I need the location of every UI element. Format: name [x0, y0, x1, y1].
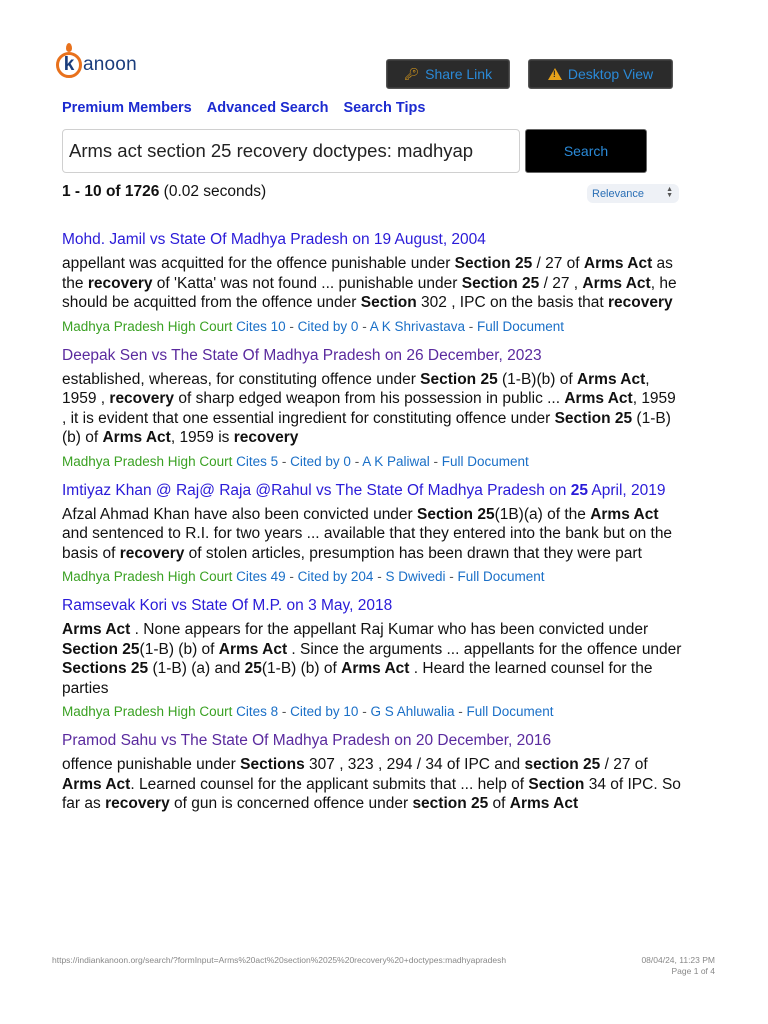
footer-date-page: [641, 955, 715, 977]
cited-by-link[interactable]: Cited by 10: [290, 704, 359, 719]
key-icon: 🔑︎: [403, 67, 420, 81]
result-meta: [62, 568, 682, 586]
result-range: 1 - 10 of 1726: [62, 183, 160, 200]
meta-separator: -: [358, 318, 370, 334]
nav-premium-members[interactable]: Premium Members: [62, 100, 192, 116]
result-title-link[interactable]: Mohd. Jamil vs State Of Madhya Pradesh on 19 August, 2004: [62, 231, 486, 248]
meta-separator: -: [278, 704, 291, 719]
logo-text: anoon: [83, 54, 137, 75]
desktop-view-label: Desktop View: [567, 66, 654, 82]
author-link[interactable]: A K Shrivastava: [369, 318, 466, 334]
meta-separator: -: [445, 569, 458, 584]
logo-mark: [56, 52, 82, 78]
meta-separator: -: [373, 569, 386, 584]
result-meta: [62, 318, 682, 336]
result-item: [62, 230, 682, 336]
author-link[interactable]: S Dwivedi: [385, 569, 446, 584]
result-meta: [62, 453, 682, 471]
result-item: [62, 346, 682, 471]
search-button[interactable]: Search: [525, 129, 647, 173]
result-snippet: established, whereas, for constituting offence under Section 25 (1-B)(b) of Arms Act, 1959 , recovery of sharp edged weapon from his possession in public ... Arms Act, 1959 , it is evident that one essential ingredient for constituting offence under Section 25 (1-B)(b) of Arms Act, 1959 is recovery: [62, 370, 676, 446]
meta-separator: -: [285, 318, 298, 334]
result-title-link[interactable]: Deepak Sen vs The State Of Madhya Pradesh on 26 December, 2023: [62, 346, 542, 364]
result-snippet: Afzal Ahmad Khan have also been convicted under Section 25(1B)(a) of the Arms Act and sentenced to R.I. for two years ... available that they entered into the bank but on the basis of recovery of stolen articles, presumption has been drawn that they were part: [62, 505, 673, 562]
share-link-label: Share Link: [425, 66, 493, 82]
warning-icon: [548, 68, 562, 80]
cites-link[interactable]: Cites 8: [236, 704, 279, 719]
result-title-link[interactable]: Pramod Sahu vs The State Of Madhya Pradesh on 20 December, 2016: [62, 732, 552, 749]
top-nav: [62, 100, 425, 116]
desktop-view-button[interactable]: [528, 59, 673, 89]
logo-letter: k: [63, 54, 75, 75]
search-time: (0.02 seconds): [163, 183, 267, 200]
kanoon-logo[interactable]: [56, 52, 137, 78]
full-document-link[interactable]: Full Document: [477, 318, 565, 334]
full-document-link[interactable]: Full Document: [466, 704, 554, 719]
author-link[interactable]: A K Paliwal: [362, 453, 430, 469]
footer-url: https://indiankanoon.org/search/?formInput=Arms%20act%20section%2025%20recovery%20+doctypes:madhyapradesh: [52, 955, 507, 965]
author-link[interactable]: G S Ahluwalia: [370, 704, 455, 719]
result-count: [62, 183, 266, 201]
court-link[interactable]: Madhya Pradesh High Court: [62, 704, 233, 719]
result-snippet: appellant was acquitted for the offence punishable under Section 25 / 27 of Arms Act as the recovery of 'Katta' was not found ... punishable under Section 25 / 27 , Arms Act, he should be acquitted from the offence under Section 302 , IPC on the basis that recovery: [62, 255, 677, 311]
meta-separator: -: [429, 453, 442, 469]
full-document-link[interactable]: Full Document: [441, 453, 529, 469]
meta-separator: -: [358, 704, 371, 719]
meta-separator: -: [285, 569, 298, 584]
meta-separator: -: [278, 453, 291, 469]
result-item: [62, 481, 682, 587]
result-title-link[interactable]: Ramsevak Kori vs State Of M.P. on 3 May, 2018: [62, 597, 393, 614]
court-link[interactable]: Madhya Pradesh High Court: [62, 318, 233, 334]
result-snippet: offence punishable under Sections 307 , 323 , 294 / 34 of IPC and section 25 / 27 of Arms Act. Learned counsel for the applicant submits that ... help of Section 34 of IPC. So far as recovery of gun is concerned offence under section 25 of Arms Act: [62, 756, 681, 812]
result-title-link[interactable]: Imtiyaz Khan @ Raj@ Raja @Rahul vs The State Of Madhya Pradesh on 25 April, 2019: [62, 481, 666, 499]
cites-link[interactable]: Cites 49: [236, 569, 286, 584]
cited-by-link[interactable]: Cited by 204: [297, 569, 374, 584]
nav-advanced-search[interactable]: Advanced Search: [206, 100, 329, 116]
results-list: [62, 230, 682, 824]
meta-separator: -: [465, 318, 478, 334]
court-link[interactable]: Madhya Pradesh High Court: [62, 453, 233, 469]
court-link[interactable]: Madhya Pradesh High Court: [62, 569, 233, 584]
nav-search-tips[interactable]: Search Tips: [343, 100, 426, 116]
result-item: [62, 596, 682, 721]
cites-link[interactable]: Cites 5: [236, 453, 279, 469]
meta-separator: -: [350, 453, 363, 469]
sort-selected: Relevance: [592, 187, 644, 200]
full-document-link[interactable]: Full Document: [457, 569, 545, 584]
footer-date: 08/04/24, 11:23 PM: [641, 955, 715, 965]
header: [0, 0, 768, 100]
result-snippet: Arms Act . None appears for the appellant Raj Kumar who has been convicted under Section 25(1-B) (b) of Arms Act . Since the arguments ... appellants for the offence under Sections 25 (1-B) (a) and 25(1-B) (b) of Arms Act . Heard the learned counsel for the parties: [62, 621, 682, 697]
search-input[interactable]: Arms act section 25 recovery doctypes: madhyap: [62, 129, 520, 173]
result-meta: [62, 703, 682, 721]
sort-select[interactable]: [587, 184, 679, 203]
cites-link[interactable]: Cites 10: [236, 318, 286, 334]
share-link-button[interactable]: [386, 59, 510, 89]
cited-by-link[interactable]: Cited by 0: [297, 318, 359, 334]
result-item: [62, 731, 682, 814]
logo-dot-icon: [66, 43, 72, 52]
cited-by-link[interactable]: Cited by 0: [290, 453, 351, 469]
updown-chevron-icon: ▲ ▼: [666, 186, 673, 199]
footer-page: Page 1 of 4: [671, 966, 715, 976]
meta-separator: -: [454, 704, 467, 719]
